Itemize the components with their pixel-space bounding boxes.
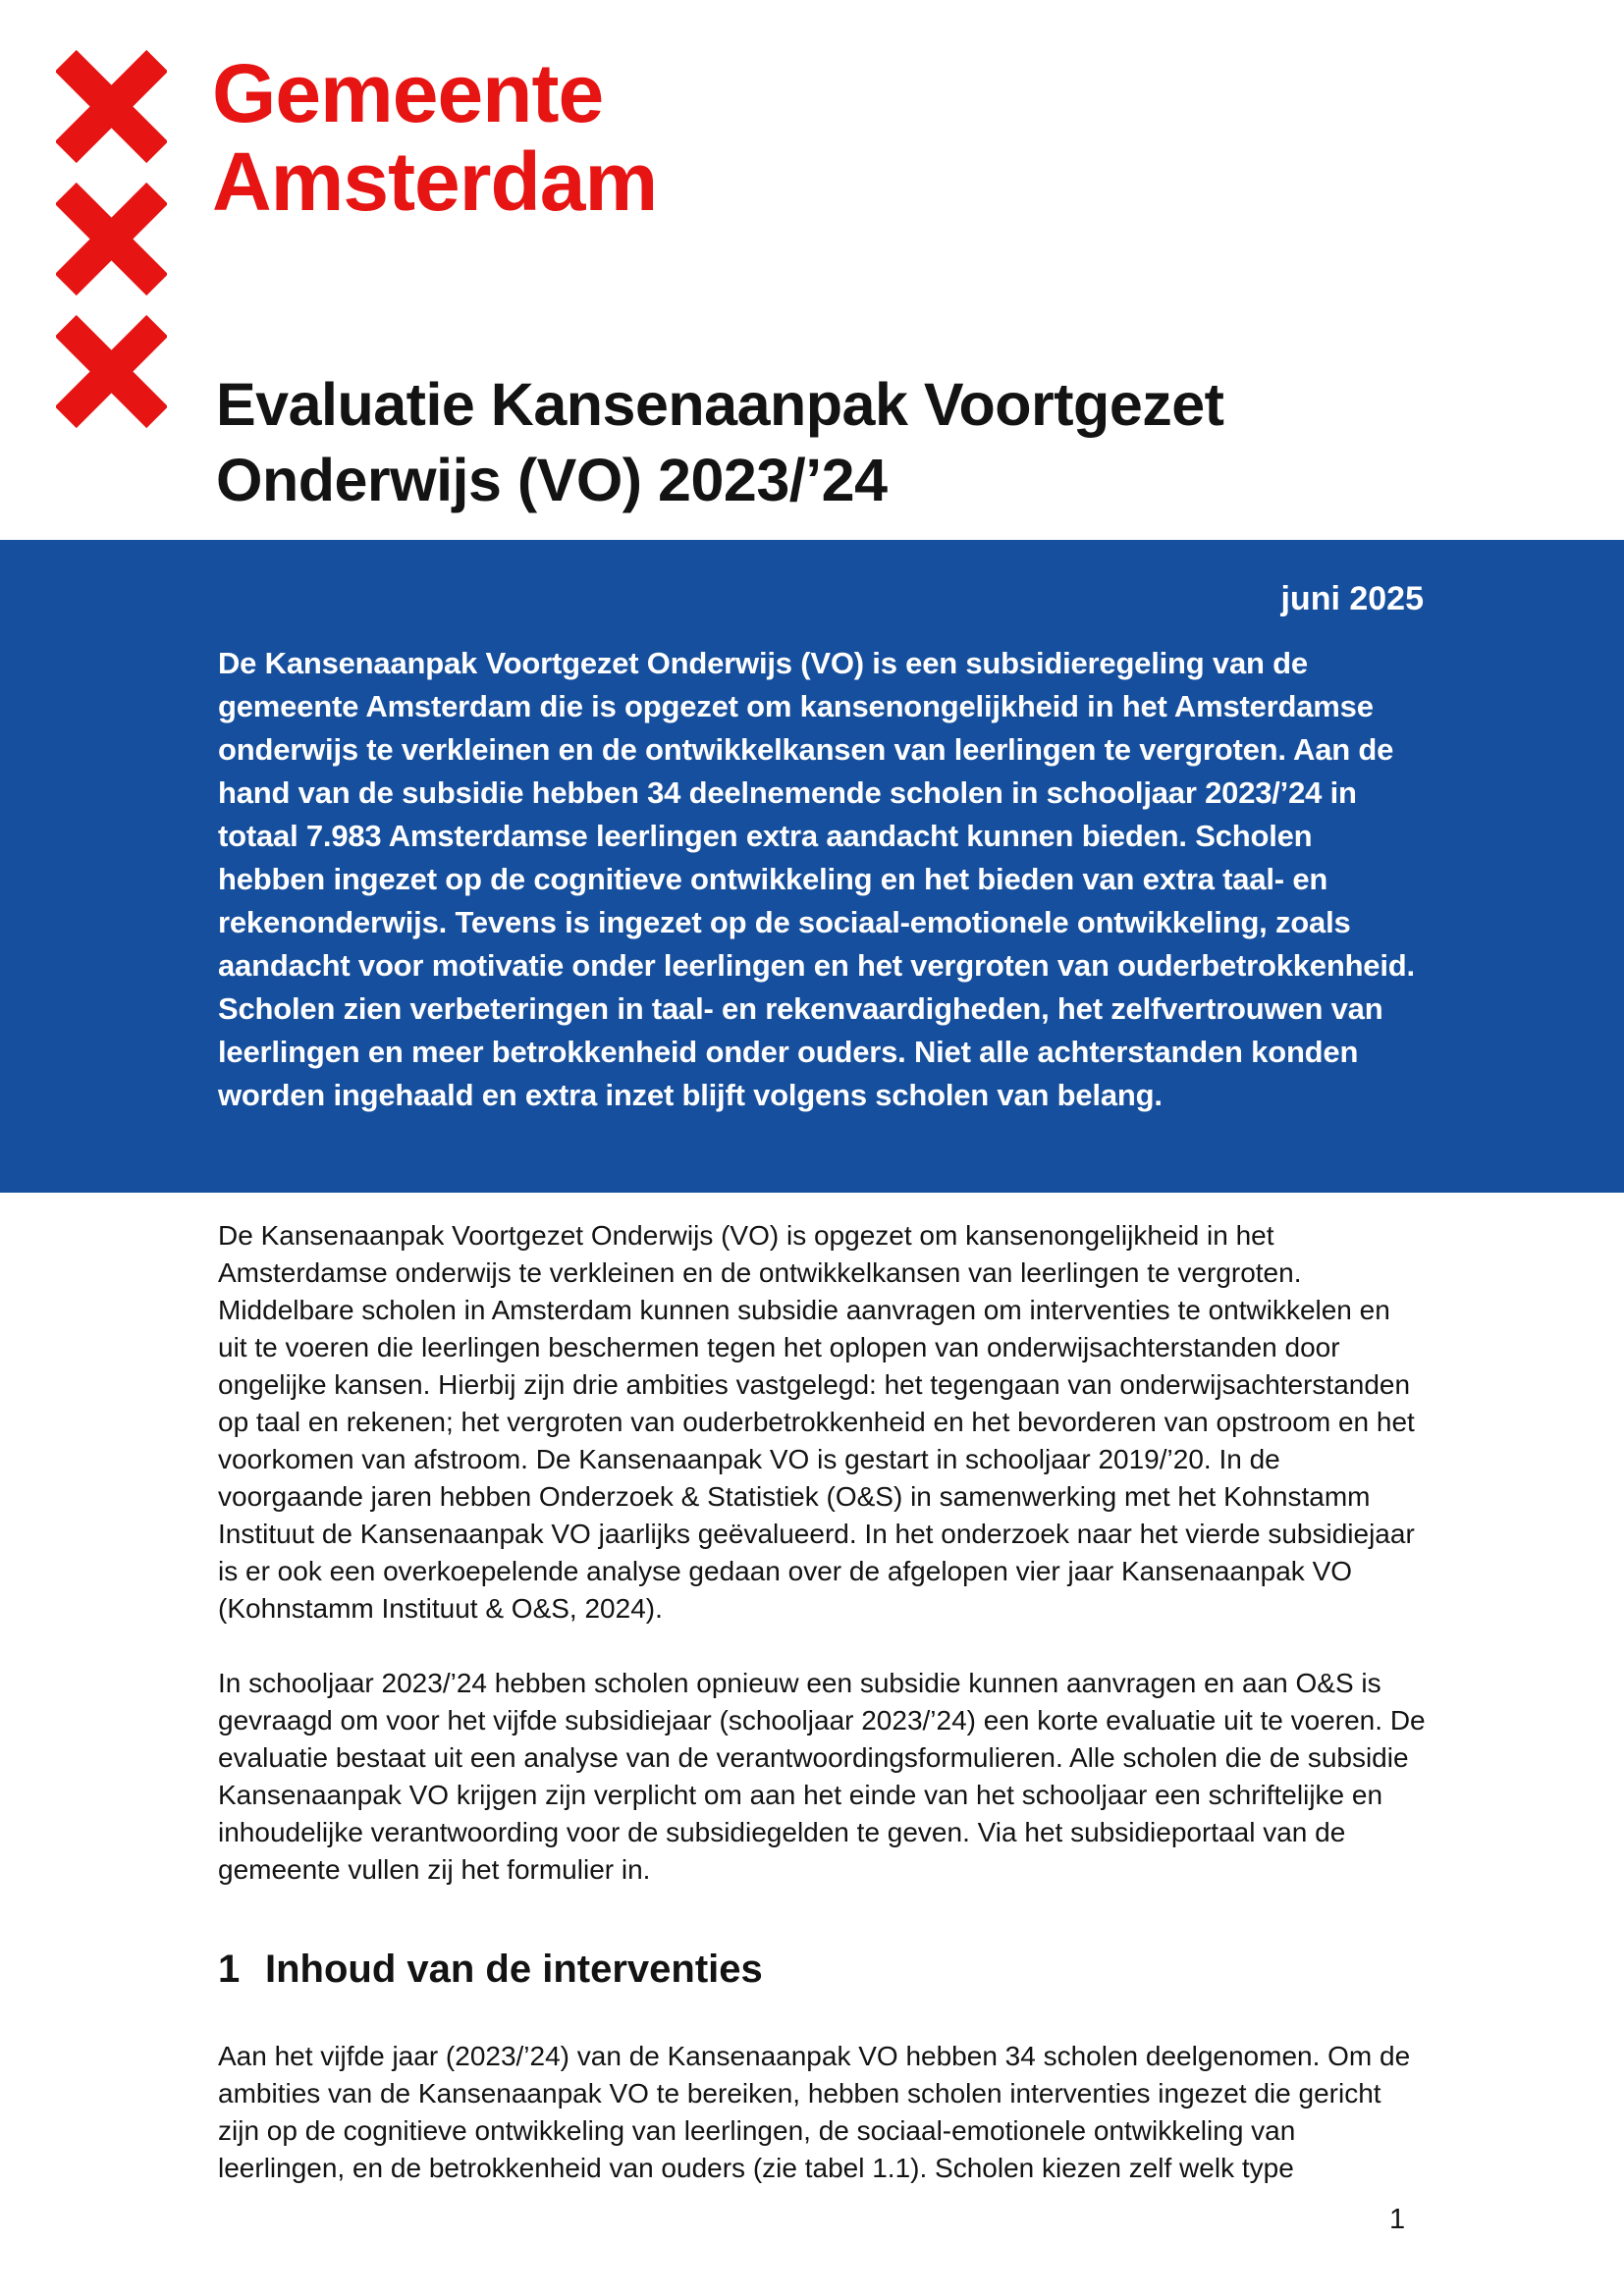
section-paragraph: Aan het vijfde jaar (2023/’24) van de Kansenaanpak VO hebben 34 scholen deelgenomen. Om de ambities van de Kansenaanpak VO te bereiken, hebben scholen interventies ingezet die gericht zijn op de cognitieve ontwikkeling van leerlingen, de sociaal-emotionele ontwikkeling van leerlingen, en de betrokkenheid van ouders (zie tabel 1.1). Scholen kiezen zelf welk type (218, 2041, 1411, 2183)
andreas-cross-icon (56, 49, 167, 164)
summary-text: De Kansenaanpak Voortgezet Onderwijs (VO) is een subsidieregeling van de gemeente Amsterdam die is opgezet om kansenongelijkheid in het Amsterdamse onderwijs te verkleinen en de ontwikkelkansen van leerlingen te vergroten. Aan de hand van de subsidie hebben 34 deelnemende scholen in schooljaar 2023/’24 in totaal 7.983 Amsterdamse leerlingen extra aandacht kunnen bieden. Scholen hebben ingezet op de cognitieve ontwikkeling en het bieden van extra taal- en rekenonderwijs. Tevens is ingezet op de sociaal-emotionele ontwikkeling, zoals aandacht voor motivatie onder leerlingen en het vergroten van ouderbetrokkenheid. Scholen zien verbeteringen in taal- en rekenvaardigheden, het zelfvertrouwen van leerlingen en meer betrokkenheid onder ouders. Niet alle achterstanden konden worden ingehaald en extra inzet blijft volgens scholen van belang. (218, 646, 1415, 1112)
body-paragraph-2: In schooljaar 2023/’24 hebben scholen opnieuw een subsidie kunnen aanvragen en aan O&S is gevraagd om voor het vijfde subsidiejaar (schooljaar 2023/’24) een korte evaluatie uit te voeren. De evaluatie bestaat uit een analyse van de verantwoordingsformulieren. Alle scholen die de subsidie Kansenaanpak VO krijgen zijn verplicht om aan het einde van het schooljaar een schriftelijke en inhoudelijke verantwoording voor de subsidiegelden te geven. Via het subsidieportaal van de gemeente vullen zij het formulier in. (218, 1668, 1426, 1885)
section-number: 1 (218, 1948, 241, 1991)
document-title (216, 367, 1224, 518)
andreas-cross-icon (56, 314, 167, 429)
page-number: 1 (1389, 2204, 1406, 2235)
summary-banner (0, 540, 1624, 1193)
document-body (218, 1217, 1426, 2224)
brand-line-1: Gemeente (212, 47, 604, 139)
summary-banner-content (218, 540, 1424, 1117)
publication-date: juni 2025 (1280, 580, 1424, 617)
section-heading (218, 1946, 1426, 1993)
document-title-line-1: Evaluatie Kansenaanpak Voortgezet (216, 371, 1224, 438)
amsterdam-logo (56, 49, 167, 429)
brand-wordmark (212, 49, 657, 226)
brand-line-2: Amsterdam (212, 135, 658, 228)
body-paragraph-1: De Kansenaanpak Voortgezet Onderwijs (VO) is opgezet om kansenongelijkheid in het Amsterdamse onderwijs te verkleinen en de ontwikkelkansen van leerlingen te vergroten. Middelbare scholen in Amsterdam kunnen subsidie aanvragen om interventies te ontwikkelen en uit te voeren die leerlingen beschermen tegen het oplopen van onderwijsachterstanden door ongelijke kansen. Hierbij zijn drie ambities vastgelegd: het tegengaan van onderwijsachterstanden op taal en rekenen; het vergroten van ouderbetrokkenheid en het bevorderen van opstroom en het voorkomen van afstroom. De Kansenaanpak VO is gestart in schooljaar 2019/’20. In de voorgaande jaren hebben Onderzoek & Statistiek (O&S) in samenwerking met het Kohnstamm Instituut de Kansenaanpak VO jaarlijks geëvalueerd. In het onderzoek naar het vierde subsidiejaar is er ook een overkoepelende analyse gedaan over de afgelopen vier jaar Kansenaanpak VO (Kohnstamm Instituut & O&S, 2024). (218, 1220, 1415, 1624)
section-title: Inhoud van de interventies (265, 1948, 763, 1991)
document-title-line-2: Onderwijs (VO) 2023/’24 (216, 447, 888, 513)
andreas-cross-icon (56, 182, 167, 296)
